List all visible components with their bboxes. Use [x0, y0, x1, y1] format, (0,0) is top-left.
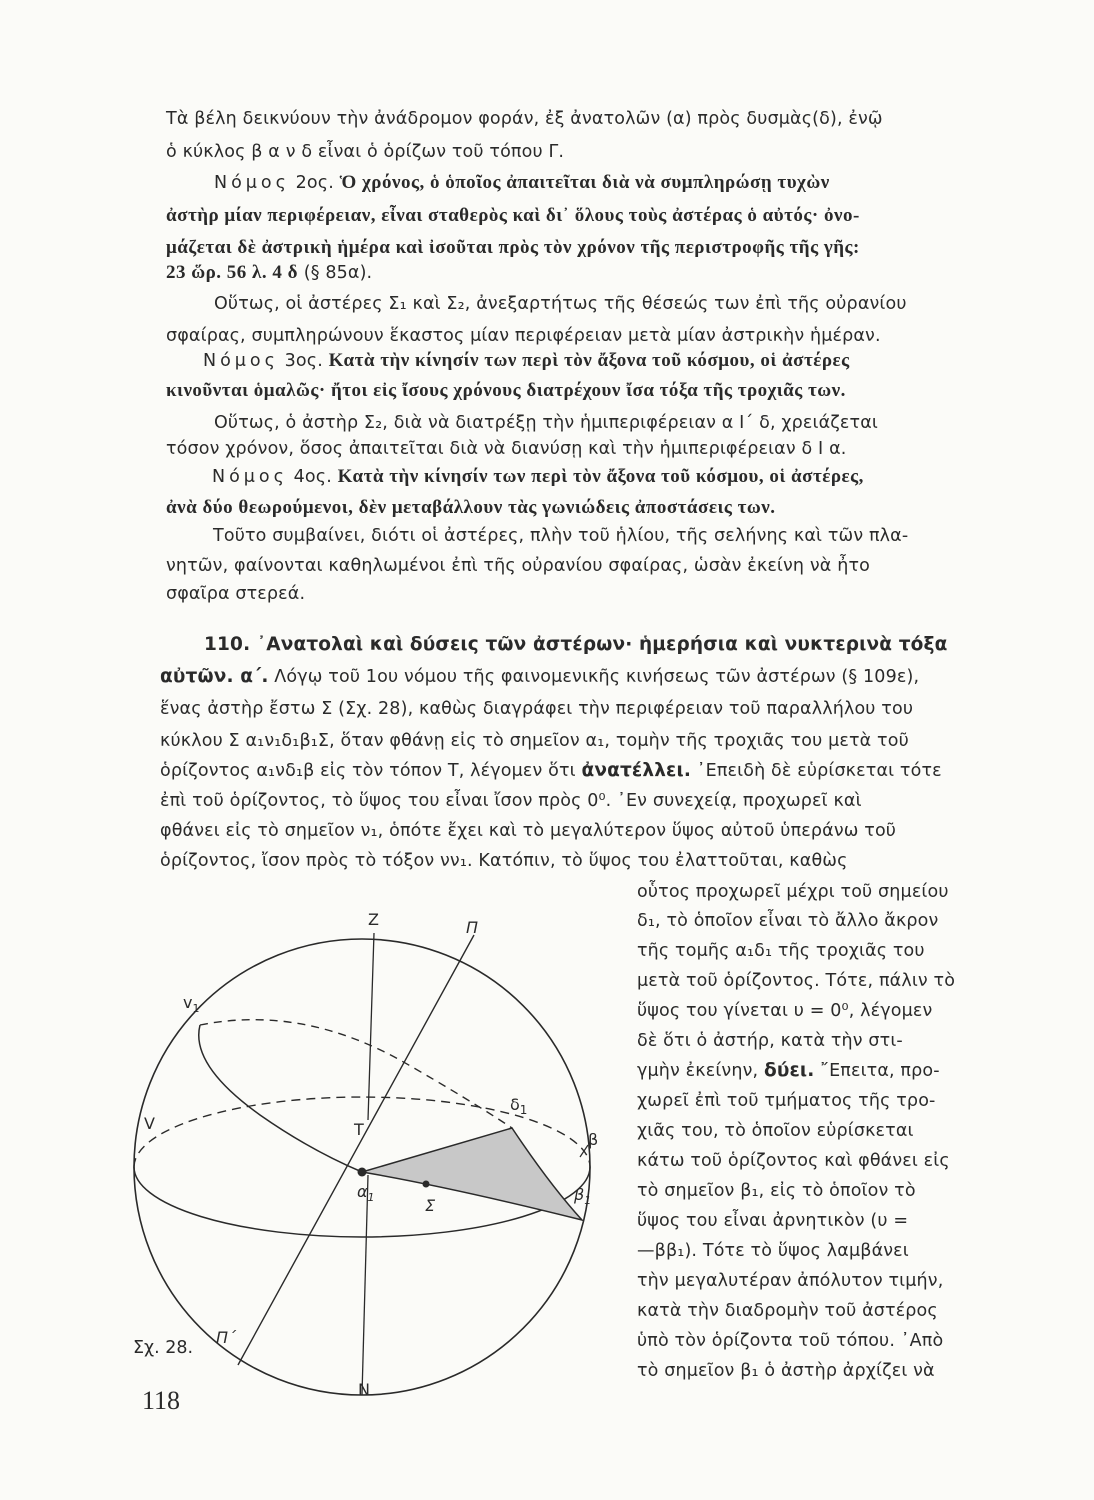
- text-line: [637, 910, 938, 932]
- label-Pi-prime: Π΄: [216, 1328, 237, 1347]
- text-run: 2ος.: [289, 173, 340, 193]
- text-line: [637, 1150, 950, 1172]
- text-run: ὕψος του γίνεται υ = 0⁰, λέγομεν: [637, 1001, 933, 1021]
- text-run: 3ος.: [278, 351, 329, 371]
- text-run: Οὕτως, ὁ ἀστὴρ Σ₂, διὰ νὰ διατρέξῃ τὴν ἡμιπεριφέρειαν α Ι΄ δ, χρειάζεται: [214, 413, 878, 433]
- text-line: [214, 412, 878, 434]
- text-run: κάτω τοῦ ὁρίζοντος καὶ φθάνει εἰς: [637, 1151, 950, 1171]
- text-run: ἀστὴρ μίαν περιφέρειαν, εἶναι σταθερὸς καὶ δι᾽ ὅλους τοὺς ἀστέρας ὁ αὐτός· ὀνο-: [166, 205, 860, 226]
- text-line: [166, 380, 846, 402]
- text-run: ᾿Επειδὴ δὲ εὑρίσκεται τότε: [691, 761, 942, 781]
- text-line: [166, 262, 372, 284]
- text-line: [166, 325, 881, 347]
- text-run: Λόγῳ τοῦ 1ου νόμου τῆς φαινομενικῆς κινήσεως τῶν ἀστέρων (§ 109ε),: [268, 667, 920, 687]
- text-line: [637, 881, 949, 903]
- text-run: δύει.: [763, 1060, 815, 1081]
- label-b: β: [588, 1130, 599, 1149]
- text-line: [203, 350, 850, 372]
- text-run: Νόμος: [214, 173, 290, 193]
- text-run: ὑπὸ τὸν ὁρίζοντα τοῦ τόπου. ᾿Απὸ: [637, 1331, 944, 1351]
- text-line: [637, 1060, 940, 1082]
- text-run: ὁρίζοντος, ἴσον πρὸς τὸ τόξον νν₁. Κατόπιν, τὸ ὕψος του ἐλαττοῦται, καθὼς: [160, 851, 848, 871]
- text-run: Ὁ χρόνος, ὁ ὁποῖος ἀπαιτεῖται διὰ νὰ συμπληρώσῃ τυχὼν: [339, 172, 830, 193]
- text-run: τὸ σημεῖον β₁, εἰς τὸ ὁποῖον τὸ: [637, 1181, 916, 1201]
- text-run: χωρεῖ ἐπὶ τοῦ τμήματος τῆς τρο-: [637, 1091, 936, 1111]
- parallel-circle-back: [200, 1020, 512, 1128]
- text-run: ἐπὶ τοῦ ὁρίζοντος, τὸ ὕψος του εἶναι ἴσον πρὸς 0⁰. ᾿Εν συνεχείᾳ, προχωρεῖ καὶ: [160, 791, 862, 811]
- label-Z: Z: [368, 910, 379, 929]
- zenith-line-upper: [368, 933, 374, 1120]
- text-run: Νόμος: [203, 351, 279, 371]
- figure-caption: Σχ. 28.: [133, 1338, 194, 1358]
- label-S: Σ: [425, 1196, 436, 1215]
- text-run: Οὕτως, οἱ ἀστέρες Σ₁ καὶ Σ₂, ἀνεξαρτήτως τῆς θέσεώς των ἐπὶ τῆς οὐρανίου: [214, 294, 907, 314]
- text-run: δ₁, τὸ ὁποῖον εἶναι τὸ ἄλλο ἄκρον: [637, 911, 939, 931]
- text-line: [204, 634, 947, 656]
- text-run: Νόμος: [212, 467, 288, 487]
- text-run: 110. ᾿Ανατολαὶ καὶ δύσεις τῶν ἀστέρων· ἡμερήσια καὶ νυκτερινὰ τόξα: [204, 634, 948, 655]
- label-v1: $v_1$: [183, 993, 200, 1015]
- label-T: T: [354, 1120, 364, 1139]
- text-line: [637, 1090, 936, 1112]
- text-line: [166, 237, 860, 259]
- text-line: [213, 525, 908, 547]
- text-line: [160, 790, 862, 812]
- text-run: τόσον χρόνον, ὅσος ἀπαιτεῖται διὰ νὰ διανύσῃ καὶ τὴν ἡμιπεριφέρειαν δ Ι α.: [166, 439, 847, 459]
- text-line: [637, 1030, 903, 1052]
- text-line: [637, 970, 955, 992]
- text-line: [637, 1360, 935, 1382]
- label-a1: $\alpha_1$: [357, 1182, 375, 1204]
- text-line: [166, 583, 305, 605]
- text-run: Κατὰ τὴν κίνησίν των περὶ τὸν ἄξονα τοῦ κόσμου, οἱ ἀστέρες,: [337, 466, 864, 487]
- text-line: [166, 108, 883, 130]
- text-line: [166, 438, 846, 460]
- text-run: οὗτος προχωρεῖ μέχρι τοῦ σημείου: [637, 882, 949, 902]
- text-line: [637, 1270, 943, 1292]
- page-number: 118: [142, 1386, 181, 1415]
- text-line: [214, 172, 830, 194]
- label-b1: $\beta_1$: [574, 1185, 592, 1207]
- text-run: ἕνας ἀστὴρ ἔστω Σ (Σχ. 28), καθὼς διαγράφει τὴν περιφέρειαν τοῦ παραλλήλου του: [160, 699, 914, 719]
- text-line: [166, 555, 870, 577]
- text-run: σφαίρας, συμπληρώνουν ἕκαστος μίαν περιφέρειαν μετὰ μίαν ἀστρικὴν ἡμέραν.: [166, 326, 881, 346]
- text-line: [160, 666, 919, 688]
- text-run: 23 ὥρ. 56 λ. 4 δ: [166, 262, 299, 283]
- text-run: φθάνει εἰς τὸ σημεῖον ν₁, ὁπότε ἔχει καὶ τὸ μεγαλύτερον ὕψος αὐτοῦ ὑπεράνω τοῦ: [160, 821, 897, 841]
- text-run: αὐτῶν. α΄.: [160, 666, 269, 687]
- text-line: [166, 141, 564, 163]
- text-line: [637, 1210, 908, 1232]
- text-run: Τοῦτο συμβαίνει, διότι οἱ ἀστέρες, πλὴν τοῦ ἡλίου, τῆς σελήνης καὶ τῶν πλα-: [213, 526, 909, 546]
- text-line: [160, 698, 913, 720]
- text-line: [160, 760, 942, 782]
- shaded-arc-region: [362, 1128, 582, 1220]
- parallel-circle-front: [199, 1025, 362, 1172]
- label-v: V: [144, 1114, 155, 1133]
- text-run: κύκλου Σ α₁ν₁δ₁β₁Σ, ὅταν φθάνῃ εἰς τὸ σημεῖον α₁, τομὴν τῆς τροχιᾶς του μετὰ τοῦ: [160, 731, 909, 751]
- text-run: κατὰ τὴν διαδρομὴν τοῦ ἀστέρος: [637, 1301, 938, 1321]
- text-run: (§ 85α).: [298, 263, 373, 283]
- celestial-sphere-figure: [130, 895, 610, 1399]
- text-run: σφαῖρα στερεά.: [166, 584, 306, 604]
- text-run: ὕψος του εἶναι ἀρνητικὸν (υ =: [637, 1211, 909, 1231]
- text-line: [166, 497, 776, 519]
- star-S: [423, 1181, 430, 1188]
- text-line: [637, 1240, 909, 1262]
- text-run: Τὰ βέλη δεικνύουν τὴν ἀνάδρομον φοράν, ἐξ ἀνατολῶν (α) πρὸς δυσμὰς(δ), ἐνῷ: [166, 109, 883, 129]
- text-line: [637, 1180, 916, 1202]
- label-N: N: [358, 1380, 370, 1399]
- text-run: Κατὰ τὴν κίνησίν των περὶ τὸν ἄξονα τοῦ κόσμου, οἱ ἀστέρες: [328, 350, 850, 371]
- text-run: τὴν μεγαλυτέραν ἀπόλυτον τιμήν,: [637, 1271, 944, 1291]
- text-line: [637, 1000, 932, 1022]
- text-line: [637, 940, 925, 962]
- text-run: νητῶν, φαίνονται καθηλωμένοι ἐπὶ τῆς οὐρανίου σφαίρας, ὡσὰν ἐκείνη νὰ ἦτο: [166, 556, 870, 576]
- text-run: ὁρίζοντος α₁νδ₁β εἰς τὸν τόπον Τ, λέγομεν ὅτι: [160, 761, 582, 781]
- label-Pi: Π: [466, 918, 479, 937]
- text-run: γμὴν ἐκείνην,: [637, 1061, 764, 1081]
- text-line: [637, 1120, 914, 1142]
- text-run: —ββ₁). Τότε τὸ ὕψος λαμβάνει: [637, 1241, 909, 1261]
- text-line: [637, 1300, 938, 1322]
- text-run: μετὰ τοῦ ὁρίζοντος. Τότε, πάλιν τὸ: [637, 971, 956, 991]
- text-line: [166, 205, 860, 227]
- text-line: [160, 850, 848, 872]
- text-run: ἀνατέλλει.: [581, 760, 692, 781]
- zenith-line-lower: [362, 1175, 368, 1395]
- text-line: [160, 820, 896, 842]
- text-run: κινοῦνται ὁμαλῶς· ἤτοι εἰς ἴσους χρόνους διατρέχουν ἴσα τόξα τῆς τροχιᾶς των.: [166, 380, 846, 401]
- text-run: 4ος.: [287, 467, 338, 487]
- text-run: ἀνὰ δύο θεωρούμενοι, δὲν μεταβάλλουν τὰς γωνιώδεις ἀποστάσεις των.: [166, 497, 776, 518]
- text-run: ὁ κύκλος β α ν δ εἶναι ὁ ὁρίζων τοῦ τόπου Γ.: [166, 142, 565, 162]
- text-line: [160, 730, 909, 752]
- text-run: δὲ ὅτι ὁ ἀστήρ, κατὰ τὴν στι-: [637, 1031, 903, 1051]
- text-run: ῎Επειτα, προ-: [814, 1061, 940, 1081]
- text-line: [214, 293, 907, 315]
- text-run: τὸ σημεῖον β₁ ὁ ἀστὴρ ἀρχίζει νὰ: [637, 1361, 935, 1381]
- text-run: χιᾶς του, τὸ ὁποῖον εὑρίσκεται: [637, 1121, 914, 1141]
- text-run: τῆς τομῆς α₁δ₁ τῆς τροχιᾶς του: [637, 941, 925, 961]
- point-a1: [358, 1168, 367, 1177]
- text-run: μάζεται δὲ ἀστρικὴ ἡμέρα καὶ ἰσοῦται πρὸς τὸν χρόνον τῆς περιστροφῆς τῆς γῆς:: [166, 237, 860, 258]
- label-d1: $\delta_1$: [510, 1095, 528, 1117]
- text-line: [212, 466, 864, 488]
- text-line: [637, 1330, 943, 1352]
